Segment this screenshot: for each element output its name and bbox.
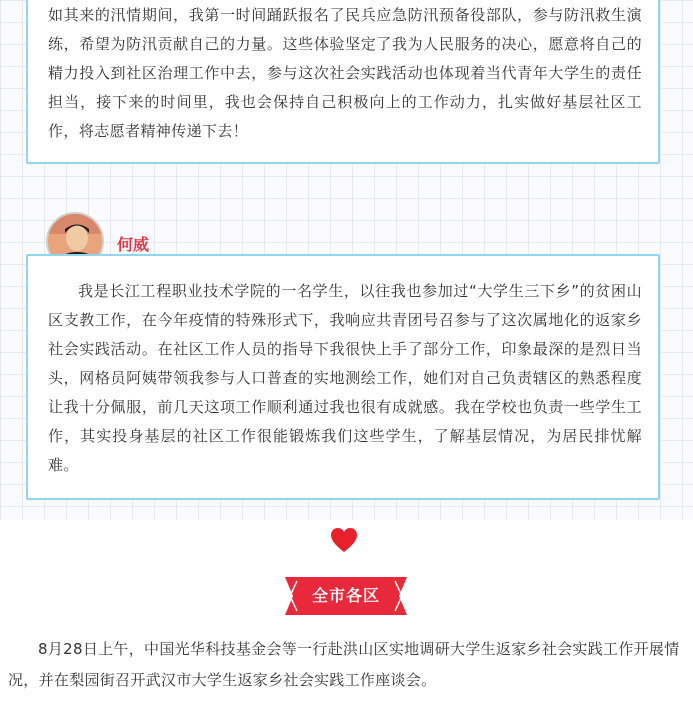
profile-name: 何威 <box>117 235 150 254</box>
section-title: 全市各区 <box>311 586 380 605</box>
news-paragraph: 8月28日上午，中国光华科技基金会等一行赴洪山区实地调研大学生返家乡社会实践工作开展情况，并在梨园街召开武汉市大学生返家乡社会实践工作座谈会。 <box>8 640 680 689</box>
quote-paragraph-2: 我是长江工程职业技术学院的一名学生，以往我也参加过“大学生三下乡”的贫困山区支教工作，在今年疫情的特殊形式下，我响应共青团号召参与了这次属地化的返家乡社会实践活动。在社区工作人员的指导下我很快上手了部分工作，印象最深的是烈日当头，网格员阿姨带领我参与人口普查的实地测绘工作，她们对自己负责辖区的熟悉程度让我十分佩服，前几天这项工作顺利通过我也很有成就感。我在学校也负责一些学生工作，其实投身基层的社区工作很能锻炼我们这些学生，了解基层情况，为居民排忧解难。 <box>48 282 642 474</box>
heart-icon <box>330 527 358 553</box>
quote-paragraph-1: 如其来的汛情期间，我第一时间踊跃报名了民兵应急防汛预备役部队，参与防汛救生演练，希望为防汛贡献自己的力量。这些体验坚定了我为人民服务的决心，愿意将自己的精力投入到社区治理工作中去，参与这次社会实践活动也体现着当代青年大学生的责任担当，接下来的时间里，我也会保持自己积极向上的工作动力，扎实做好基层社区工作，将志愿者精神传递下去！ <box>48 6 642 140</box>
